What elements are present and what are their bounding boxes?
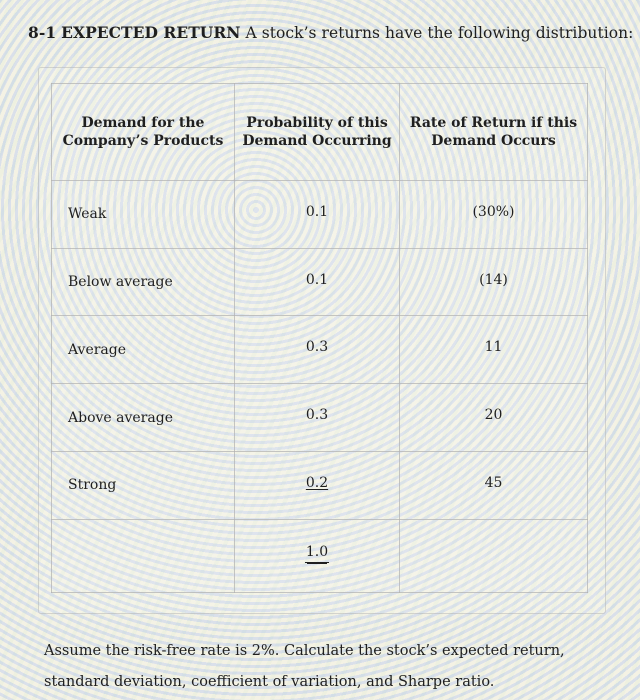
return-distribution-table [51, 83, 588, 593]
column-header-demand: Demand for the Company’s Products [52, 84, 235, 181]
table-row [52, 384, 588, 452]
problem-heading [28, 22, 634, 44]
probability-cell: 0.3 [235, 316, 400, 384]
table-row [52, 451, 588, 519]
probability-total-cell [235, 519, 400, 592]
calculation-question: Assume the risk-free rate is 2%. Calculate the stock’s expected return, standard deviation, coefficient of variation, and Sharpe ratio. [44, 643, 565, 690]
total-row [52, 519, 588, 592]
problem-intro: A stock’s returns have the following distribution: [245, 24, 634, 42]
return-cell: (30%) [400, 181, 588, 249]
probability-total-value: 1.0 [305, 545, 329, 563]
probability-cell: 0.3 [235, 384, 400, 452]
problem-title: EXPECTED RETURN [61, 23, 241, 42]
return-cell: 20 [400, 384, 588, 452]
probability-cell [235, 451, 400, 519]
return-cell: 11 [400, 316, 588, 384]
table-header-row [52, 84, 588, 181]
probability-cell: 0.1 [235, 248, 400, 316]
probability-cell: 0.1 [235, 181, 400, 249]
return-cell: (14) [400, 248, 588, 316]
distribution-table-frame [38, 67, 606, 614]
table-row [52, 248, 588, 316]
return-cell: 45 [400, 451, 588, 519]
table-row [52, 316, 588, 384]
problem-number: 8-1 [28, 23, 57, 42]
last-probability-value: 0.2 [305, 474, 329, 491]
demand-state-cell: Average [52, 316, 235, 384]
total-empty-return-cell [400, 519, 588, 592]
column-header-return: Rate of Return if this Demand Occurs [400, 84, 588, 181]
demand-state-cell: Below average [52, 248, 235, 316]
table-row [52, 181, 588, 249]
demand-state-cell: Strong [52, 451, 235, 519]
total-empty-demand-cell [52, 519, 235, 592]
demand-state-cell: Above average [52, 384, 235, 452]
demand-state-cell: Weak [52, 181, 235, 249]
column-header-probability: Probability of this Demand Occurring [235, 84, 400, 181]
